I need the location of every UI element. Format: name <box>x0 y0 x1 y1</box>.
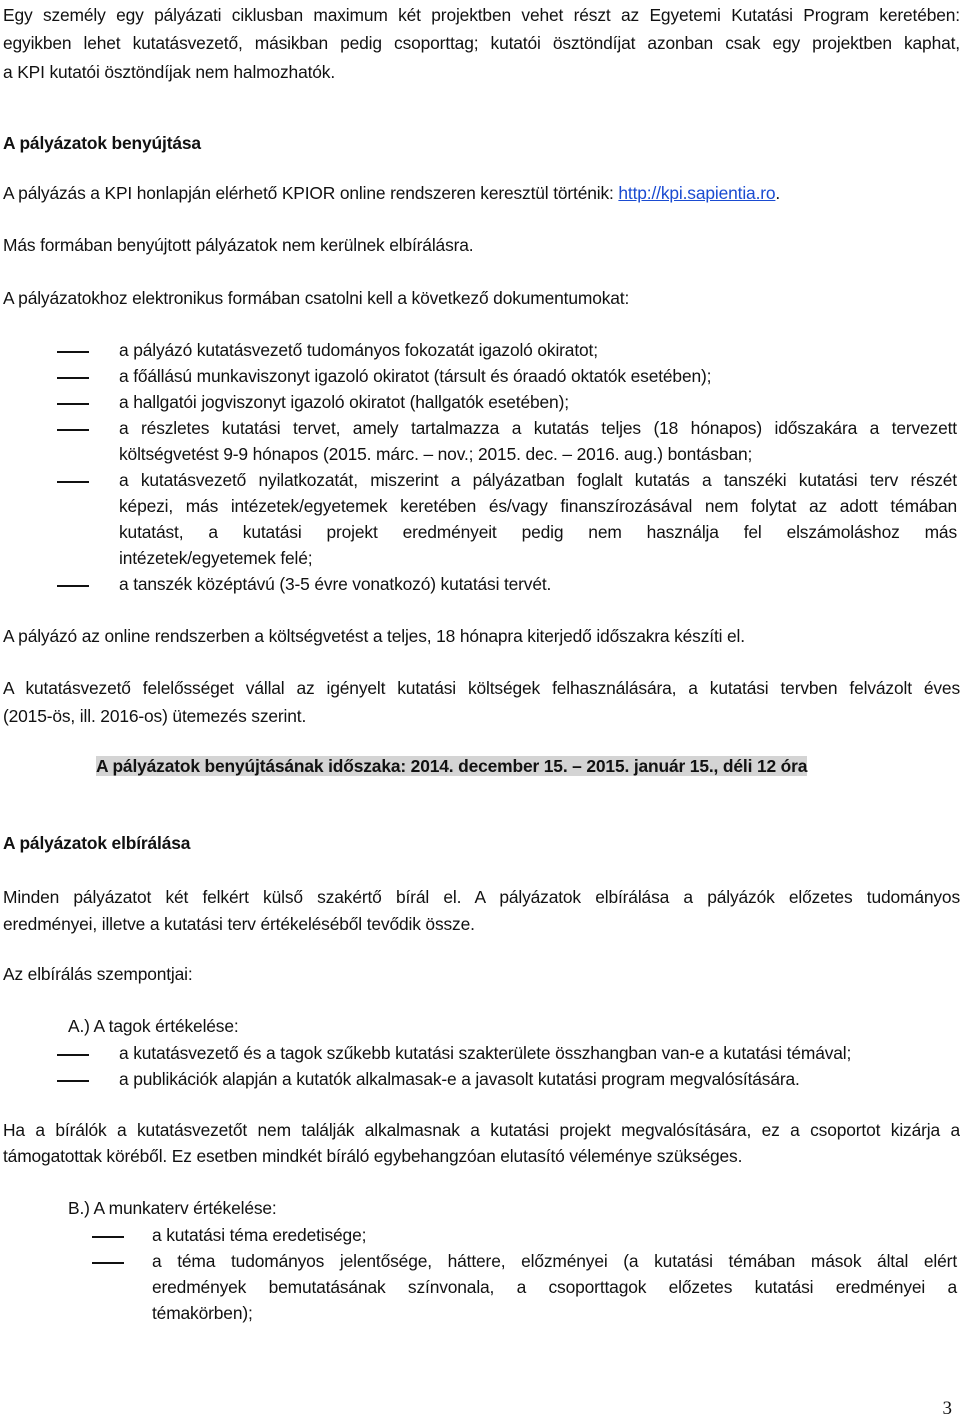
bullet-dash <box>57 377 89 379</box>
bullet-dash <box>57 585 89 587</box>
submission-text-before-link: A pályázás a KPI honlapján elérhető KPIOR online rendszeren keresztül történik: <box>3 183 619 203</box>
document-item-continued: intézetek/egyetemek felé; <box>119 548 313 568</box>
bullet-dash <box>92 1262 124 1264</box>
kpi-website-link[interactable]: http://kpi.sapientia.ro <box>618 183 776 203</box>
budget-note: A pályázó az online rendszerben a költségvetést a teljes, 18 hónapra kiterjedő időszakra készíti el. <box>3 626 745 646</box>
evaluation-heading: A pályázatok elbírálása <box>3 833 191 853</box>
section-b-item-continued: témakörben); <box>152 1303 253 1323</box>
document-item: a részletes kutatási tervet, amely tartalmazza a kutatás teljes (18 hónapos) időszakára a tervezett <box>119 418 957 438</box>
page-number: 3 <box>942 1398 952 1419</box>
exclusion-line-1: Ha a bírálók a kutatásvezetőt nem találják alkalmasnak a kutatási projekt megvalósítására, ez a csoportot kizárja a <box>3 1120 960 1140</box>
evaluation-line-1: Minden pályázatot két felkért külső szakértő bírál el. A pályázatok elbírálása a pályázók előzetes tudományos <box>3 887 960 907</box>
section-a-item: a publikációk alapján a kutatók alkalmasak-e a javasolt kutatási program megvalósítására. <box>119 1069 800 1089</box>
section-b-item-continued: eredmények bemutatásának színvonala, a csoporttagok előzetes kutatási eredményei a <box>152 1277 957 1297</box>
section-a-title: A.) A tagok értékelése: <box>68 1016 239 1036</box>
evaluation-line-2: eredményei, illetve a kutatási terv értékeléséből tevődik össze. <box>3 914 475 934</box>
document-item-continued: képezi, más intézetek/egyetemek keretében és/vagy finanszírozásával nem folytat az adott témában <box>119 496 957 516</box>
document-item: a kutatásvezető nyilatkozatát, miszerint a pályázatban foglalt kutatás a tanszéki kutatási terv részét <box>119 470 957 490</box>
bullet-dash <box>57 481 89 483</box>
bullet-dash <box>92 1236 124 1238</box>
section-a-item: a kutatásvezető és a tagok szűkebb kutatási szakterülete összhangban van-e a kutatási témával; <box>119 1043 852 1063</box>
document-item: a főállású munkaviszonyt igazoló okiratot (társult és óraadó oktatók esetében); <box>119 366 712 386</box>
intro-line-2: egyikben lehet kutatásvezető, másikban pedig csoporttag; kutatói ösztöndíjat azonban csak egy projektben kaphat, <box>3 33 960 53</box>
bullet-dash <box>57 351 89 353</box>
intro-line-3: a KPI kutatói ösztöndíjak nem halmozhatók. <box>3 62 336 82</box>
responsibility-line-2: (2015-ös, ill. 2016-os) ütemezés szerint. <box>3 706 307 726</box>
attachments-intro: A pályázatokhoz elektronikus formában csatolni kell a következő dokumentumokat: <box>3 288 630 308</box>
bullet-dash <box>57 1054 89 1056</box>
bullet-dash <box>57 1080 89 1082</box>
submission-deadline <box>96 752 807 780</box>
intro-line-1: Egy személy egy pályázati ciklusban maximum két projektben vehet részt az Egyetemi Kutatási Program keretében: <box>3 5 960 25</box>
document-item: a hallgatói jogviszonyt igazoló okiratot (hallgatók esetében); <box>119 392 569 412</box>
section-b-item: a téma tudományos jelentősége, háttere, előzményei (a kutatási témában mások által elért <box>152 1251 957 1271</box>
deadline-highlight: A pályázatok benyújtásának időszaka: 2014. december 15. – 2015. január 15., déli 12 óra <box>96 756 808 776</box>
criteria-label: Az elbírálás szempontjai: <box>3 964 193 984</box>
document-item-continued: költségvetést 9-9 hónapos (2015. márc. – nov.; 2015. dec. – 2016. aug.) bontásban; <box>119 444 753 464</box>
exclusion-line-2: támogatottak köréből. Ez esetben mindkét bíráló egybehangzóan elutasító véleménye szükséges. <box>3 1146 743 1166</box>
responsibility-line-1: A kutatásvezető felelősséget vállal az igényelt kutatási költségek felhasználására, a kutatási tervben felvázolt éves <box>3 678 960 698</box>
document-item: a tanszék középtávú (3-5 évre vonatkozó) kutatási tervét. <box>119 574 552 594</box>
submission-heading: A pályázatok benyújtása <box>3 133 201 153</box>
document-item-continued: kutatást, a kutatási projekt eredményeit pedig nem használja fel elszámoláshoz más <box>119 522 957 542</box>
other-forms-note: Más formában benyújtott pályázatok nem kerülnek elbírálásra. <box>3 235 474 255</box>
submission-text-after-link: . <box>775 183 781 203</box>
section-b-title: B.) A munkaterv értékelése: <box>68 1198 277 1218</box>
bullet-dash <box>57 429 89 431</box>
bullet-dash <box>57 403 89 405</box>
document-item: a pályázó kutatásvezető tudományos fokozatát igazoló okiratot; <box>119 340 598 360</box>
section-b-item: a kutatási téma eredetisége; <box>152 1225 367 1245</box>
submission-text <box>3 179 780 207</box>
